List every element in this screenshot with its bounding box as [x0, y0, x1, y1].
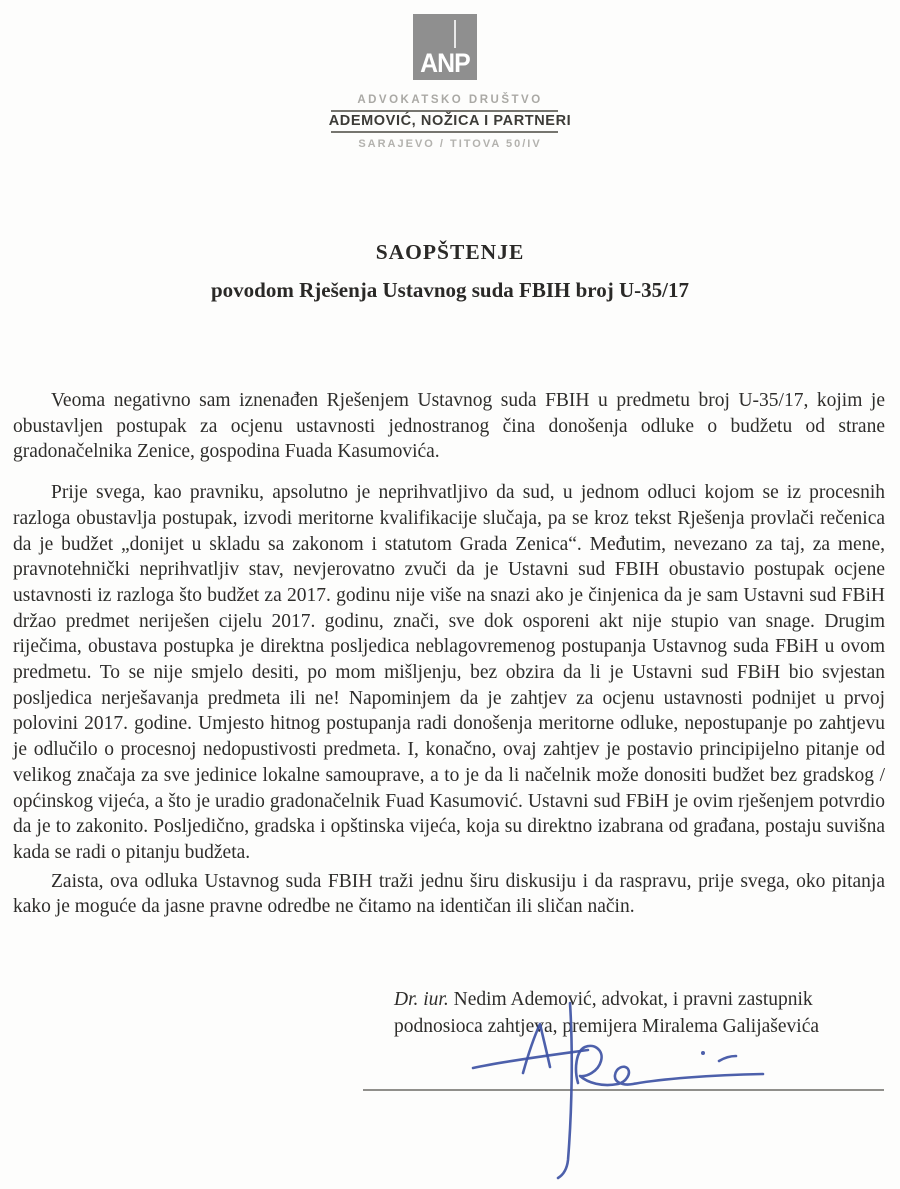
anp-logo-text: ANP — [420, 48, 470, 78]
logo-accent-line — [454, 20, 456, 48]
anp-logo — [413, 14, 477, 80]
document-subtitle: povodom Rješenja Ustavnog suda FBIH broj U-35/17 — [211, 278, 689, 302]
document-title: SAOPŠTENJE — [375, 240, 525, 264]
body-paragraph-1: Veoma negativno sam iznenađen Rješenjem Ustavnog suda FBIH u predmetu broj U-35/17, kojim je obustavljen postupak za ocjenu ustavnosti jednostranog čina donošenja odluke o budžetu od strane gradonačelnika Zenice, gospodina Fuada Kasumovića. — [13, 390, 885, 463]
org-type-label: ADVOKATSKO DRUŠTVO — [357, 94, 543, 106]
body-paragraph-3: Zaista, ova odluka Ustavnog suda FBIH traži jednu širu diskusiju i da raspravu, prije svega, oko pitanja kako je moguće da jasne pravne odredbe ne čitamo na identičan ili sličan način. — [13, 870, 885, 918]
letterhead-rule-bottom — [331, 131, 558, 133]
signatory-line-2: podnosioca zahtjeva, premijera Miralema Galijaševića — [394, 1016, 820, 1037]
signature-rule — [363, 1089, 884, 1091]
signatory-title: Dr. iur. — [394, 989, 449, 1010]
signatory-name: Nedim Ademović, advokat, i pravni zastupnik — [453, 989, 813, 1010]
body-paragraph-2: Prije svega, kao pravniku, apsolutno je neprihvatljivo da sud, u jednom odluci kojom se iz procesnih razloga obustavlja postupak, izvodi meritorne kvalifikacije slučaja, pa se kroz tekst Rješenja provlači rečenica da je budžet „donijet u skladu sa zakonom i statutom Grada Zenica“. Međutim, nevezano za taj, za mene, pravnotehnički neprihvatljiv stav, nevjerovatno zvuči da je Ustavni sud FBIH obustavio postupak ocjene ustavnosti iz razloga što budžet za 2017. godinu nije više na snazi ako je činjenica da je sam Ustavni sud FBiH držao predmet neriješen cijelu 2017. godinu, znači, sve dok osporeni akt nije stupio van snage. Drugim riječima, obustava postupka je direktna posljedica neblagovremenog postupanja Ustavnog suda FBiH u ovom predmetu. To se nije smjelo desiti, po mom mišljenju, bez obzira da li je Ustavni sud FBiH bio svjestan posljedica nerješavanja predmeta ili ne! Napominjem da je zahtjev za ocjenu ustavnosti podnijet u prvoj polovini 2017. godine. Umjesto hitnog postupanja radi donošenja meritorne odluke, nepostupanje po zahtjevu je odlučilo o procesnoj nedopustivosti predmeta. I, konačno, ovaj zahtjev je postavio principijelno pitanje od velikog značaja za sve jedinice lokalne samouprave, a to je da li načelnik može donositi budžet bez gradskog / općinskog vijeća, a što je uradio gradonačelnik Fuad Kasumović. Ustavni sud FBiH je ovim rješenjem potvrdio da je to zakonito. Posljedično, gradska i opštinska vijeća, koja su direktno izabrana od građana, postaju suvišna kada se radi o pitanju budžeta. — [13, 482, 885, 863]
signature-block — [394, 986, 880, 1040]
letterhead-rule-top — [331, 110, 558, 112]
document-body — [13, 388, 885, 935]
org-name-label: ADEMOVIĆ, NOŽICA I PARTNERI — [328, 113, 572, 129]
org-address-label: SARAJEVO / TITOVA 50/IV — [358, 138, 542, 150]
signatory-line-1 — [394, 986, 880, 1013]
